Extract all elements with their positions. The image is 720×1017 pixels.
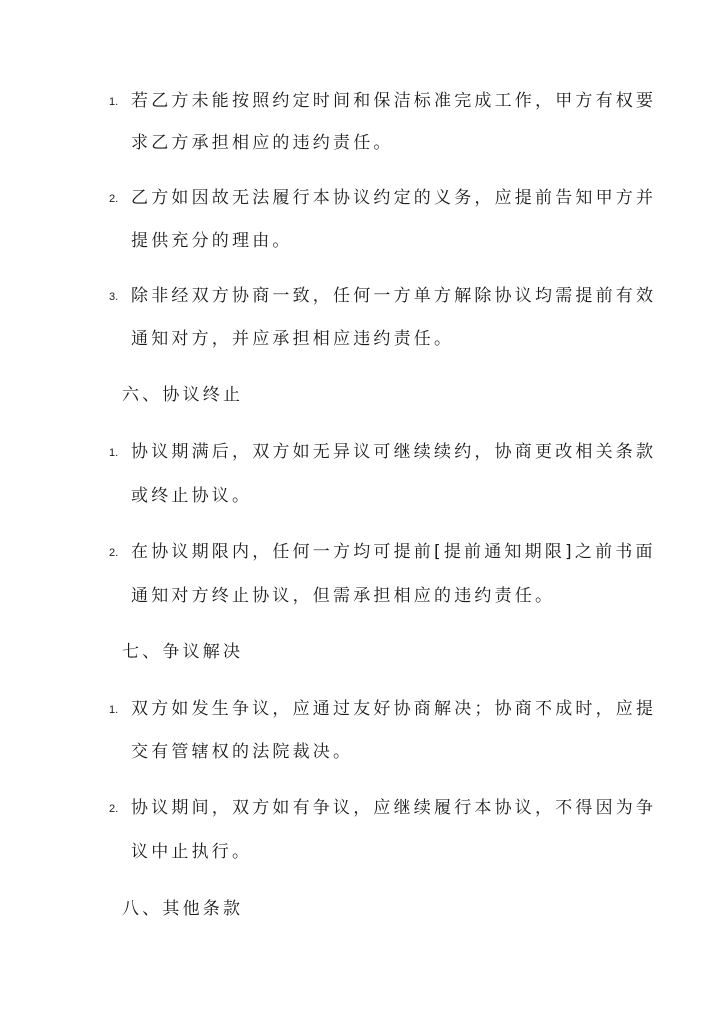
- section-heading: 七、争议解决: [122, 642, 244, 662]
- list-item-text: 乙方如因故无法履行本协议约定的义务，应提前告知甲方并: [131, 188, 657, 208]
- list-item-text: 或终止协议。: [131, 486, 253, 506]
- list-item-text: 议中止执行。: [131, 842, 253, 862]
- list-number: 1.: [109, 447, 119, 459]
- list-item-text: 若乙方未能按照约定时间和保洁标准完成工作，甲方有权要: [131, 91, 657, 111]
- list-item-text: 交有管辖权的法院裁决。: [131, 742, 354, 762]
- list-item-text: 求乙方承担相应的违约责任。: [131, 133, 394, 153]
- list-item-text: 协议期间，双方如有争议，应继续履行本协议，不得因为争: [131, 798, 657, 818]
- list-item-text: 除非经双方协商一致，任何一方单方解除协议均需提前有效: [131, 286, 657, 306]
- list-item-text: 双方如发生争议，应通过友好协商解决；协商不成时，应提: [131, 699, 657, 719]
- list-number: 2.: [109, 193, 119, 205]
- list-item-text: 通知对方，并应承担相应违约责任。: [131, 329, 455, 349]
- section-heading: 六、协议终止: [122, 385, 244, 405]
- list-number: 1.: [109, 96, 119, 108]
- list-number: 2.: [109, 547, 119, 559]
- list-item-text: 通知对方终止协议，但需承担相应的违约责任。: [131, 586, 556, 606]
- list-number: 1.: [109, 704, 119, 716]
- list-item-text: 协议期满后，双方如无异议可继续续约，协商更改相关条款: [131, 442, 657, 462]
- list-number: 2.: [109, 803, 119, 815]
- section-heading: 八、其他条款: [122, 899, 244, 919]
- list-number: 3.: [109, 291, 119, 303]
- list-item-text: 在协议期限内，任何一方均可提前[提前通知期限]之前书面: [131, 542, 656, 562]
- list-item-text: 提供充分的理由。: [131, 231, 293, 251]
